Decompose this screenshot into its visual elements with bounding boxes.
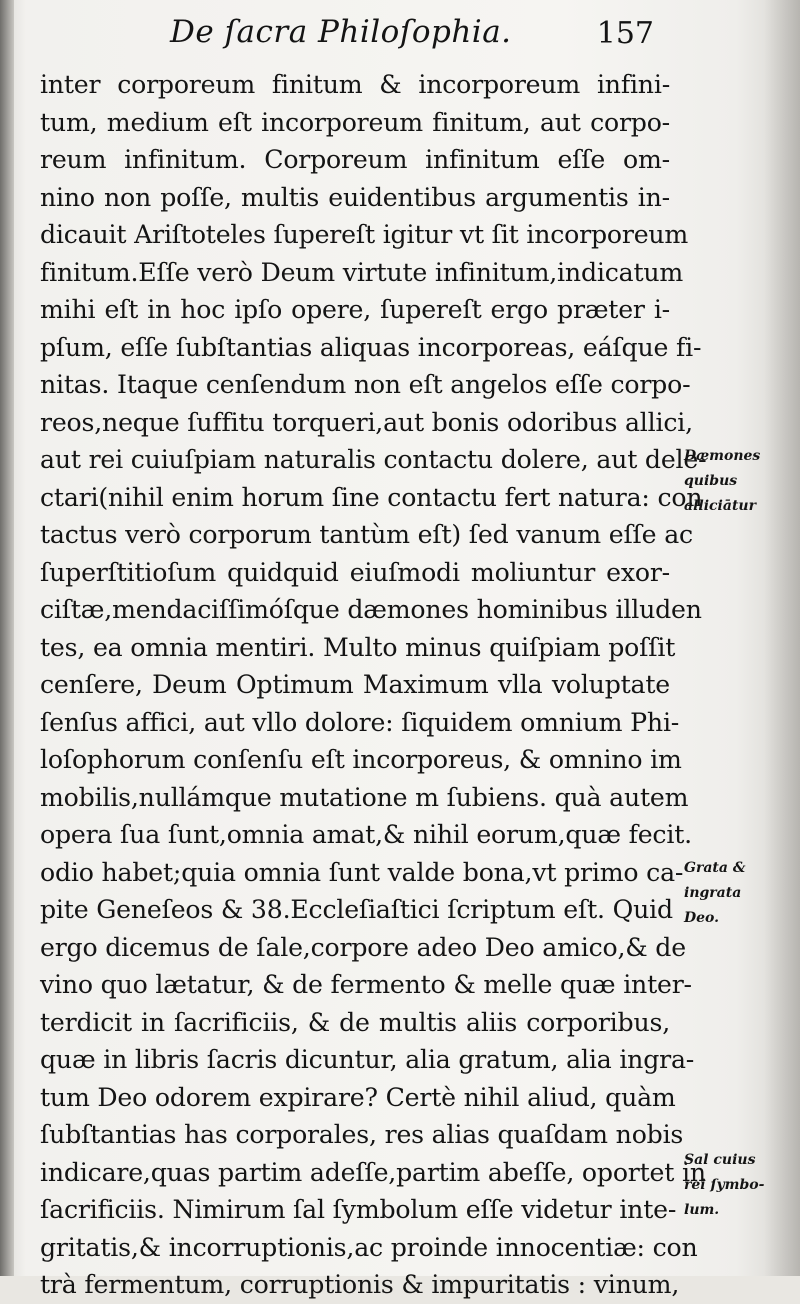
text-line: tactus verò corporum tantùm eſt) ſed vanum eſſe ac [40,520,693,549]
margin-note-line: quibus [684,473,738,489]
page-gutter-shadow [0,0,14,1276]
text-line: mobilis,nullámque mutatione m ſubiens. quà autem [40,782,689,812]
margin-note-line: Dæmones [684,448,761,464]
text-line: terdicit in ſacrificiis, & de multis aliis corporibus, [40,1007,670,1037]
text-line: pſum, eſſe ſubſtantias aliquas incorporeas, eáſque fi- [40,332,702,362]
margin-note-line: Grata & [684,860,746,876]
margin-note-sal-symbolum [684,1148,796,1223]
text-line: opera ſua ſunt,omnia amat,& nihil eorum,quæ fecit. [40,820,692,849]
page-edge-shadow [764,0,800,1276]
text-line: inter corporeum finitum & incorporeum infini- [40,70,670,99]
text-line: dicauit Ariſtoteles ſupereſt igitur vt ſit incorporeum [40,220,689,249]
text-line: nino non poſſe, multis euidentibus argumentis in- [40,182,670,212]
text-line: ſuperſtitioſum quidquid eiuſmodi moliuntur exor- [40,557,670,587]
text-line: ſubſtantias has corporales, res alias quaſdam nobis [40,1120,684,1149]
text-line: gritatis,& incorruptionis,ac proinde innocentiæ: con [40,1232,698,1262]
margin-note-line: rei ſymbo- [684,1177,765,1193]
text-line: odio habet;quia omnia ſunt valde bona,vt primo ca- [40,857,684,887]
text-line: mihi eſt in hoc ipſo opere, ſupereſt ergo præter i- [40,295,670,324]
text-line: nitas. Itaque cenſendum non eſt angelos eſſe corpo- [40,370,691,399]
text-line: ergo dicemus de ſale,corpore adeo Deo amico,& de [40,932,686,962]
text-line: tum Deo odorem expirare? Certè nihil aliud, quàm [40,1082,676,1112]
margin-note-line: Deo. [684,910,720,926]
text-line: loſophorum conſenſu eſt incorporeus, & omnino im [40,745,682,774]
text-line: quæ in libris ſacris dicuntur, alia gratum, alia ingra- [40,1045,695,1074]
text-line: indicare,quas partim adeſſe,partim abeſſe, oportet in [40,1157,706,1187]
page-number: 157 [596,16,654,51]
margin-note-daemones [684,444,796,519]
text-line: tum, medium eſt incorporeum finitum, aut corpo- [40,107,670,137]
text-line: cenſere, Deum Optimum Maximum vlla voluptate [40,670,670,699]
margin-note-grata-ingrata [684,856,796,931]
text-line: ctari(nihil enim horum ſine contactu fert natura: con [40,482,703,512]
text-line: pite Geneſeos & 38.Eccleſiaſtici ſcriptum eſt. Quid [40,895,673,924]
text-line: vino quo lætatur, & de fermento & melle quæ inter- [40,970,692,999]
text-line: ſacrificiis. Nimirum ſal ſymbolum eſſe videtur inte- [40,1195,677,1224]
text-line: ciſtæ,mendaciſſimóſque dæmones hominibus illuden [40,595,702,624]
text-line: aut rei cuiuſpiam naturalis contactu dolere, aut dele- [40,445,707,474]
text-line: tes, ea omnia mentiri. Multo minus quiſpiam poſſit [40,632,676,662]
text-line: ſenſus affici, aut vllo dolore: ſiquidem omnium Phi- [40,707,680,737]
main-text-block [40,66,707,1304]
margin-note-line: ingrata [684,885,742,901]
text-line: reos,neque ſuffitu torqueri,aut bonis odoribus allici, [40,407,693,437]
margin-note-line: Sal cuius [684,1152,756,1168]
text-line: finitum.Eſſe verò Deum virtute infinitum,indicatum [40,257,684,287]
margin-note-line: alliciātur [684,498,756,514]
running-title: De ſacra Philoſophia. [170,14,512,50]
text-line: reum infinitum. Corporeum infinitum eſſe om- [40,145,670,174]
margin-note-line: lum. [684,1202,720,1218]
page-header [40,14,660,60]
text-line: trà fermentum, corruptionis & impuritatis : vinum, [40,1270,680,1299]
